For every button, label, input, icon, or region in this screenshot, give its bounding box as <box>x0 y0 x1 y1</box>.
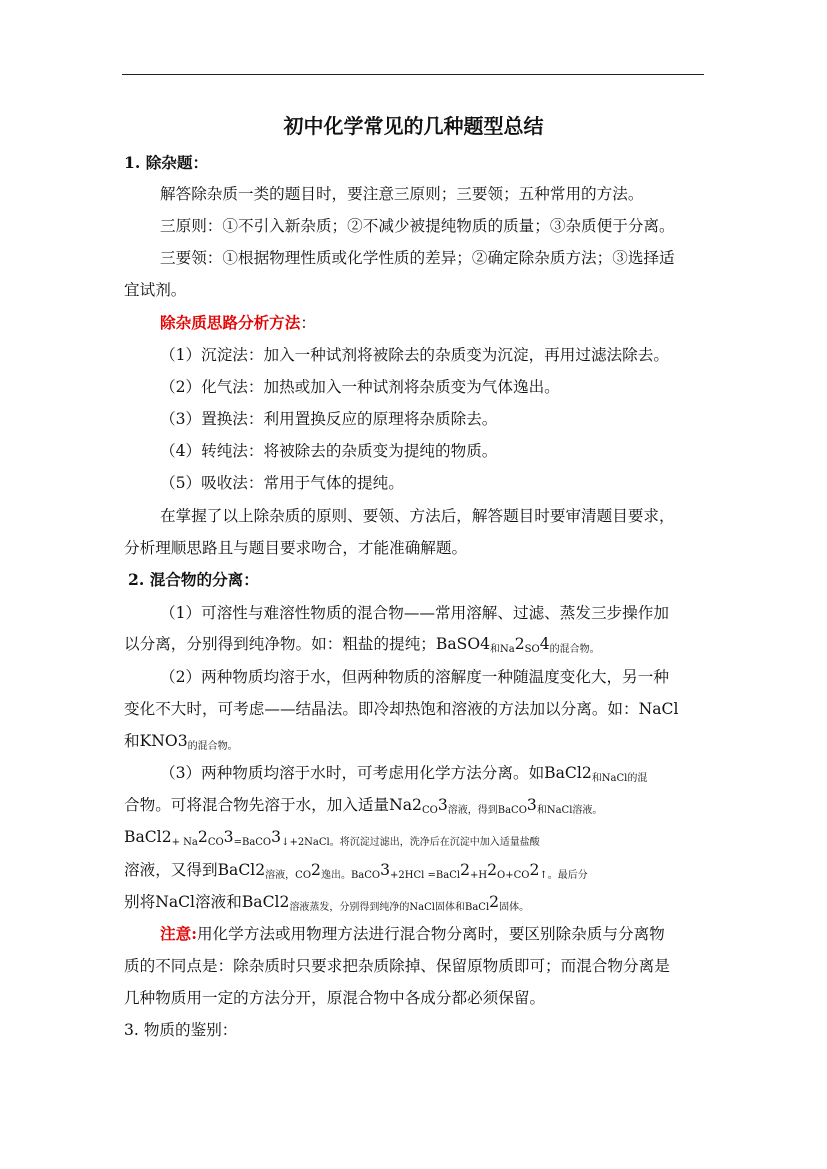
text-run: 解答除杂质一类的题目时，要注意三原则；三要领；五种常用的方法。 <box>160 185 644 203</box>
subscript: 溶液，得到BaCO <box>447 805 527 816</box>
text-run: 三要领：①根据物理性质或化学性质的差异；②确定除杂质方法；③选择适 <box>160 249 675 267</box>
text-line <box>160 761 647 785</box>
text-run: （1）沉淀法：加入一种试剂将被除去的杂质变为沉淀，再用过滤法除去。 <box>160 346 669 364</box>
text-line <box>160 343 669 367</box>
text-run: （2）化气法：加热或加入一种试剂将杂质变为气体逸出。 <box>160 378 560 396</box>
highlight-label: 除杂质思路分析方法 <box>160 313 301 332</box>
subscript: 和NaCl的混 <box>591 773 648 784</box>
text-run: 2 <box>581 764 592 782</box>
text-run: BaCl <box>124 828 162 846</box>
text-run: 2 <box>529 861 540 879</box>
text-run: （4）转纯法：将被除去的杂质变为提纯的物质。 <box>160 442 498 460</box>
subscript: 的混合物。 <box>187 741 238 752</box>
subscript: 溶液，CO <box>265 870 312 881</box>
subscript: SO <box>524 644 540 655</box>
text-run: （3）两种物质均溶于水时，可考虑用化学方法分离。如BaCl <box>160 764 582 782</box>
text-line <box>124 890 529 914</box>
page-title: 初中化学常见的几种题型总结 <box>283 114 544 138</box>
text-run: 分析理顺思路且与题目要求吻合，才能准确解题。 <box>124 539 468 557</box>
text-run: （3）置换法：利用置换反应的原理将杂质除去。 <box>160 410 498 428</box>
text-run: 2 <box>161 828 172 846</box>
text-line <box>160 471 404 495</box>
text-line <box>124 858 588 882</box>
text-line <box>128 568 259 592</box>
text-line <box>160 375 560 399</box>
text-line <box>124 697 678 721</box>
text-run: 宜试剂。 <box>124 281 187 299</box>
subscript: +2HCl =BaCl <box>390 870 461 881</box>
text-run: 别将NaCl溶液和BaCl <box>124 893 280 911</box>
text-run: 在掌握了以上除杂质的原则、要领、方法后，解答题目时要审清题目要求， <box>160 507 675 525</box>
subscript: ↑。最后分 <box>539 870 588 881</box>
text-line <box>124 536 467 560</box>
subscript: CO <box>421 805 438 816</box>
text-line <box>160 407 497 431</box>
subscript: =BaCO <box>233 837 272 848</box>
text-line <box>160 246 675 270</box>
highlight-label: 注意: <box>160 924 197 943</box>
text-run: 2. 混合物的分离： <box>128 570 259 589</box>
subscript: 固体。 <box>499 902 530 913</box>
text-run: 质的不同点是：除杂质时只要求把杂质除掉、保留原物质即可；而混合物分离是 <box>124 957 670 975</box>
text-run: 以分离，分别得到纯净物。如：粗盐的提纯；BaSO <box>124 635 481 653</box>
text-line <box>124 151 208 175</box>
text-line <box>124 954 670 978</box>
text-line <box>124 793 602 817</box>
text-line <box>160 439 497 463</box>
text-run: 3. 物质的鉴别： <box>124 1021 238 1039</box>
text-run: 2 <box>487 861 498 879</box>
text-run: 4 <box>480 635 491 653</box>
text-run: 2 <box>514 635 525 653</box>
text-run: 和KNO <box>124 732 178 750</box>
subscript: + Na <box>171 837 198 848</box>
text-line <box>124 632 600 656</box>
text-run: 3 <box>223 828 234 846</box>
text-run: 2 <box>255 861 266 879</box>
text-run: 2 <box>279 893 290 911</box>
text-run: ： <box>300 314 316 332</box>
text-run: （5）吸收法：常用于气体的提纯。 <box>160 474 404 492</box>
text-run: 变化不大时，可考虑——结晶法。即冷却热饱和溶液的方法加以分离。如：NaCl <box>124 700 679 718</box>
text-run: 用化学方法或用物理方法进行混合物分离时，要区别除杂质与分离物 <box>196 925 665 943</box>
text-line <box>124 1018 237 1042</box>
header-rule <box>122 74 704 75</box>
text-run: 3 <box>271 828 282 846</box>
text-line <box>124 825 540 849</box>
text-run: 几种物质用一定的方法分开，原混合物中各成分都必须保留。 <box>124 989 546 1007</box>
text-line <box>160 182 643 206</box>
text-run: 4 <box>539 635 550 653</box>
text-line <box>160 601 669 625</box>
text-run: （2）两种物质均溶于水，但两种物质的溶解度一种随温度变化大，另一种 <box>160 668 669 686</box>
text-line <box>124 729 238 753</box>
text-run: 1. 除杂题： <box>124 153 209 172</box>
text-run: 2 <box>412 796 422 814</box>
text-line <box>160 665 669 689</box>
text-line <box>160 504 675 528</box>
subscript: ↓+2NaCl。将沉淀过滤出，洗净后在沉淀中加入适量盐酸 <box>281 837 540 848</box>
subscript: +H <box>470 870 488 881</box>
text-run: 3 <box>526 796 537 814</box>
text-run: 2 <box>489 893 500 911</box>
subscript: O+CO <box>497 870 530 881</box>
text-run: 2 <box>311 861 321 879</box>
text-line <box>160 214 675 238</box>
text-run: 3 <box>177 732 188 750</box>
subscript: 逸出。BaCO <box>320 870 381 881</box>
text-run: 2 <box>460 861 470 879</box>
subscript: 和Na <box>490 644 515 655</box>
text-line <box>124 278 186 302</box>
text-run: 3 <box>437 796 448 814</box>
subscript: 溶液蒸发，分别得到纯净的NaCl固体和BaCl <box>289 902 490 913</box>
subscript: CO <box>207 837 224 848</box>
text-run: 3 <box>380 861 391 879</box>
text-line <box>160 311 316 335</box>
text-run: 2 <box>197 828 208 846</box>
text-run: 三原则：①不引入新杂质；②不减少被提纯物质的质量；③杂质便于分离。 <box>160 217 675 235</box>
text-line <box>124 986 545 1010</box>
text-line <box>160 922 665 946</box>
text-run: （1）可溶性与难溶性物质的混合物——常用溶解、过滤、蒸发三步操作加 <box>160 604 669 622</box>
text-run: 合物。可将混合物先溶于水，加入适量Na <box>124 796 413 814</box>
text-run: 溶液，又得到BaCl <box>124 861 256 879</box>
subscript: 的混合物。 <box>549 644 600 655</box>
subscript: 和NaCl溶液。 <box>536 805 603 816</box>
